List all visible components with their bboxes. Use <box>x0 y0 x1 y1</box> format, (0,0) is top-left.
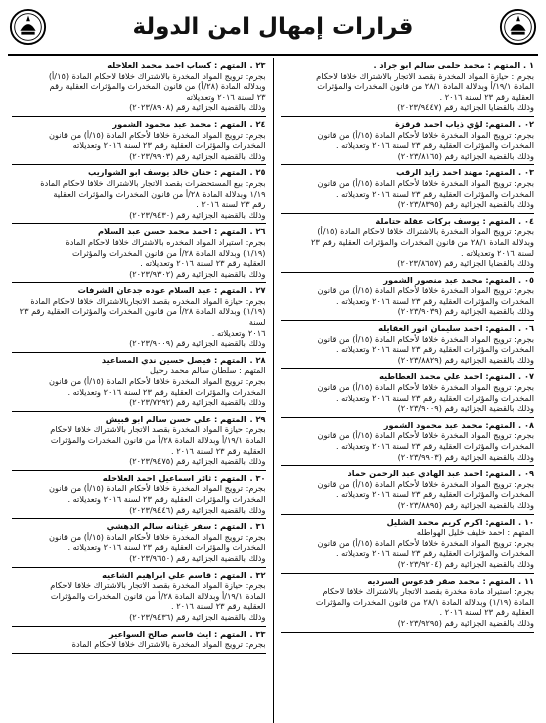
entry-heading: ٠٩ . المتهم: احمد عبد الهادي عبد الرحمن حماد <box>347 468 534 479</box>
decision-entry <box>281 58 535 117</box>
entry-line: وذلك بالقضية الجزائية رقم (٢٠٢٣/٩٤٣٦) <box>129 611 266 622</box>
entry-line: المخدرات والمؤثرات العقلية رقم ٢٣ لسنة ٢٠١٦ وتعديلاته . <box>67 542 266 553</box>
entry-line: بجرم: ترويج المواد المخدرة خلافا لأحكام المادة (١٥/أ) من قانون <box>48 376 266 387</box>
column-left <box>8 58 270 723</box>
entry-heading: ٢٣ . المتهم : كساب احمد محمد العلاحله <box>107 60 266 70</box>
entry-heading: ٢٨ . المتهم : فيصل حسين ندي المساعيد <box>101 354 266 365</box>
entry-heading: ٢٥ . المتهم : حنان خالد يوسف ابو الشواريب <box>88 167 266 178</box>
page-title: قرارات إمهال امن الدولة <box>132 14 414 40</box>
entry-line: وبدلاله المادة (٢٨/أ) من قانون المخدرات والمؤثرات العقلية رقم <box>49 81 266 92</box>
entry-line: بجرم: ترويج المواد المخدرة خلافا لأحكام المادة (١٥/أ) من قانون <box>317 430 534 441</box>
entry-line: بجرم: ترويج المواد المخدرة خلافا لأحكام المادة (١٥/أ) من قانون <box>48 531 266 542</box>
entry-line: المخدرات والمؤثرات العقلية رقم ٢٣ لسنة ٢٠١٦ وتعديلاته . <box>335 441 534 451</box>
decision-entry <box>12 117 266 165</box>
entry-line: وذلك بالقضية الجزائية رقم (٢٠٢٣/٩٤٤٦) <box>129 504 266 515</box>
decision-entry <box>12 519 266 567</box>
decision-entry <box>281 515 535 574</box>
decision-entry <box>281 574 535 633</box>
entry-line: وذلك بالقضية الجزائية رقم (٢٠٢٣/٨٨٢٩) <box>397 354 534 365</box>
entry-heading: ٣٣ . المتهم : ايث قاسم صالح السواعير <box>109 628 266 639</box>
entry-line: المخدرات والمؤثرات العقلية رقم ٢٣ لسنة ٢٠١٦ وتعديلاته . <box>335 140 534 151</box>
entry-line: المادة ١٩/١/أ وبدلالة المادة ٢٨/١ من قانون المخدرات والمؤثرات <box>317 81 534 92</box>
entry-line: بجرم: استيراد مادة مخدرة بقصد الاتجار بالاشتراك خلافا لاحكام <box>322 586 534 597</box>
column-right <box>277 58 539 723</box>
entry-line: وذلك بالقضية الجزائية رقم (٢٠٢٣/٩٤٣٠) <box>129 209 266 220</box>
entry-heading: ٠٢ . المتهم: لؤي ذياب احمد قرقزة <box>395 118 534 129</box>
kuwait-emblem-icon <box>498 7 538 47</box>
decision-entry <box>281 117 535 165</box>
entry-line: بجرم: ترويج المواد المخدرة بالاشتراك خلافا لاحكام المادة (١٥/أ) <box>48 70 266 81</box>
entry-line: العقلية رقم ٢٣ لسنة ٢٠١٦ . <box>171 445 266 456</box>
entry-line: وذلك بالقضية الجزائية رقم (٢٠٢٣/٩٢٩٥) <box>397 617 534 628</box>
entry-line: بجرم: حيازة المواد المخدرة بقصد الاتجار بالاشتراك خلافا لاحكام <box>50 580 266 591</box>
entry-line: ٢٠١٦ وتعديلاته . <box>211 327 266 338</box>
entry-line: المتهم : احمد خليف خليل الهواطله <box>416 527 534 538</box>
decision-entry <box>12 627 266 654</box>
entry-line: بجرم: حيازة المواد المخدره بقصد الاتجاربالاشتراك خلافا لاحكام المادة <box>30 295 266 306</box>
entry-heading: ٠٨ . المتهم: محمد عبد محمود الشمور <box>383 419 534 430</box>
decision-entry <box>281 369 535 417</box>
decision-entry <box>281 214 535 273</box>
entry-line: المخدرات والمؤثرات العقلية رقم ٢٣ لسنة ٢٠١٦ وتعديلاته . <box>335 392 534 403</box>
entry-line: وذلك بالقضية الجزائية رقم (٢٠٢٣/٩٩٠٣) <box>129 150 266 161</box>
entry-heading: ٣١ . المتهم : سفر غيثانه سالم الدهشي <box>106 521 266 532</box>
entry-line: وذلك بالقضايا الجزائية رقم (٢٠٢٣/٨٦٥٧) <box>397 258 534 269</box>
columns <box>8 58 538 723</box>
entry-line: المادة ١٩/١/أ وبدلالة المادة ٢٨/أ من قانون المخدرات والمؤثرات <box>50 590 266 601</box>
entry-heading: ٠٧ . المتهم: احمد علي محمد العطاطيه <box>379 371 534 382</box>
entry-line: العقلية رقم ٢٣ لسنة ٢٠١٦ . <box>439 91 534 102</box>
entry-line: بجرم: ترويج المواد المخدرة خلافا لأحكام المادة (١٥/أ) من قانون <box>317 478 534 489</box>
entry-line: وبدلالة المادة ٢٨/١ من قانون المخدرات والمؤثرات العقلية رقم ٢٣ <box>311 236 534 247</box>
entry-line: وذلك بالقضية الجزائية رقم (٢٠٢٣/٨١٦٥) <box>397 150 534 161</box>
entry-line: المادة (١/١٩) وبدلالة المادة ٢٨/١ من قانون المخدرات والمؤثرات <box>315 596 534 607</box>
column-divider <box>273 58 274 723</box>
decision-entry <box>12 353 266 412</box>
entry-line: بجرم: ترويج المواد المخدرة خلافا لأحكام المادة (١٥/أ) من قانون <box>317 382 534 393</box>
entry-heading: ٢٧ . المتهم : عبد السلام عوده جدعان الشرفات <box>77 285 266 296</box>
entry-line: لسنة ٢٠١٦ وتعديلاته . <box>461 247 534 258</box>
entry-heading: ٢٦ . المتهم : احمد محمد حسن عبد السلام <box>97 226 266 237</box>
entry-heading: ٠٦ . المتهم: احمد سليمان انور العقايله <box>378 323 534 334</box>
entry-line: وذلك بالقضية الجزائية رقم (٢٠٢٣/٩٩٠٣) <box>397 451 534 462</box>
entry-line: وذلك بالقضية الجزائية رقم (٢٠٢٣/٩٤٧٥) <box>129 456 266 467</box>
entry-line: العقلية رقم ٢٣ لسنة ٢٠١٦ . <box>439 607 534 618</box>
decision-entry <box>281 466 535 514</box>
entry-heading: ٠٤ . المتهم : يوسف بركات عقلة حتاملة <box>375 215 534 226</box>
entry-line: وذلك بالقضية الجزائية رقم (٢٠٢٣/٨٨٩٥) <box>397 499 534 510</box>
entry-line: المخدرات والمؤثرات العقلية رقم ٢٣ لسنة ٢٠١٦ وتعديلاته <box>72 140 266 151</box>
decision-entry <box>12 412 266 471</box>
entry-line: وذلك بالقضية الجزائية رقم (٢٠٢٣/٩٠٠٩) <box>397 403 534 414</box>
entry-line: المخدرات والمؤثرات العقلية رقم ٢٣ لسنة ٢٠١٦ وتعديلاته . <box>67 386 266 397</box>
entry-heading: ٣٠ . المتهم : ثائر اسماعيل احمد العلاحله <box>102 472 266 483</box>
entry-line: بجرم: حيازة المواد المخدرة بقصد الاتجار بالاشتراك خلافا لاحكام <box>50 424 266 435</box>
entry-line: المخدرات والمؤثرات العقلية رقم ٢٣ لسنة ٢٠١٦ وتعديلاته . <box>335 489 534 500</box>
decision-entry <box>281 321 535 369</box>
entry-line: وذلك بالقضية الجزائية رقم (٢٠٢٣/٧٢٩٢) <box>129 397 266 408</box>
entry-line: رقم ٢٣ لسنة ٢٠١٦ . <box>196 199 266 210</box>
entry-heading: ٢٩ . المتهم : علي حسن سالم ابو قبيش <box>105 413 266 424</box>
entry-line: ١/١٩ وبدلالة المادة ٢٨/أ من قانون المخدرات والمؤثرات العقلية <box>53 188 266 199</box>
decision-entry <box>12 58 266 117</box>
decision-entry <box>12 471 266 519</box>
entry-heading: ١ . المتهم : محمد حلمى سالم ابو جراد . <box>373 60 534 70</box>
entry-heading: ١١ . المتهم : محمد صقر قدعوس السرديه <box>367 575 534 586</box>
entry-line: العقلية رقم ٢٣ لسنة ٢٠١٦ وتعديلاته . <box>140 258 266 269</box>
entry-heading: ٠٣ . المتهم: مهند احمد زايد الرقب <box>396 167 534 178</box>
entry-line: وذلك بالقضية الجزائية رقم (٢٠٢٣/٨٣٩٥) <box>397 199 534 210</box>
entry-line: بجرم: ترويج المواد المخدرة خلافا لأحكام المادة (١٥/أ) من قانون <box>48 483 266 494</box>
kuwait-emblem-icon <box>8 7 48 47</box>
entry-line: بجرم: ترويج المواد المخدرة خلافا لأحكام المادة (١٥/أ) من قانون <box>317 177 534 188</box>
entry-line: بجرم : حيازة المواد المخدرة بقصد الاتجار بالاشتراك خلافا لاحكام <box>316 70 534 81</box>
entry-line: المادة ١٩/١/أ وبدلالة المادة ٢٨/أ من قانون المخدرات والمؤثرات <box>50 435 266 445</box>
entry-line: المخدرات والمؤثرات العقلية رقم ٢٣ لسنة ٢٠١٦ وتعديلاته . <box>335 548 534 559</box>
decision-entry <box>12 165 266 224</box>
entry-line: وذلك بالقضية الجزائية رقم (٢٠٢٣/٩٦٥٠) <box>129 552 266 563</box>
entry-line: وذلك بالقضية الجزائية رقم (٢٠٢٣/٩٣٠٢) <box>129 268 266 279</box>
decision-entry <box>12 224 266 283</box>
entry-line: بجرم: استيراد المواد المخدره بالاشتراك خلافا لاحكام المادة <box>65 236 266 247</box>
entry-line: المتهم : سلطان سالم محمد رحيل <box>150 365 266 376</box>
decision-entry <box>12 568 266 627</box>
entry-line: العقلية رقم ٢٣ لسنة ٢٠١٦ . <box>171 601 266 612</box>
entry-line: المخدرات والمؤثرات العقلية رقم ٢٣ لسنة ٢٠١٦ وتعديلاته . <box>335 188 534 199</box>
entry-line: بجرم: ترويج المواد المخدرة خلافا لأحكام المادة (١٥/أ) من قانون <box>317 537 534 548</box>
entry-heading: ٢٤ . المتهم : محمد عبد محمود الشمور <box>112 118 266 129</box>
entry-line: المخدرات والمؤثرات العقلية رقم ٢٣ لسنة ٢٠١٦ وتعديلاته . <box>335 344 534 355</box>
decision-entry <box>12 283 266 353</box>
entry-line: بجرم: ترويج المواد المخدرة خلافا لأحكام المادة (١٥/أ) من قانون <box>317 129 534 140</box>
decision-entry <box>281 418 535 466</box>
entry-line: بجرم: ترويج المواد المخدرة بالاشتراك خلافا لاحكام المادة <box>71 639 266 650</box>
entry-line: وذلك بالقضية الجزائية رقم (٢٠٢٣/٨٩٠٨) <box>129 102 266 113</box>
entry-line: بجرم: ترويج المواد المخدرة خلافا لأحكام المادة (١٥/أ) من قانون <box>48 129 266 140</box>
entry-line: بجرم: ترويج المواد المخدرة بالاشتراك خلافا لاحكام المادة (١٥/أ) <box>317 226 534 237</box>
entry-line: بجرم: بيع المستحضرات بقصد الاتجار بالاشتراك خلافا لاحكام المادة <box>40 177 266 188</box>
entry-line: وذلك بالقضية الجزائية رقم (٢٠٢٣/٩٠٠٩) <box>129 338 266 349</box>
entry-line: (١/١٩) وبدلالة المادة ٢٨/أ من قانون المخدرات والمؤثرات <box>72 247 266 258</box>
entry-heading: ٠٥ . المتهم: محمد عبد منصور الشمور <box>383 274 534 285</box>
entry-line: بجرم: ترويج المواد المخدرة خلافا لأحكام المادة (١٥/أ) من قانون <box>317 333 534 344</box>
entry-line: وذلك بالقضية الجزائية رقم (٢٠٢٣/٩٠٣٩) <box>397 306 534 317</box>
entry-line: بجرم: ترويج المواد المخدرة خلافا لأحكام المادة (١٥/أ) من قانون <box>317 285 534 296</box>
entry-line: المخدرات والمؤثرات العقلية رقم ٢٣ لسنة ٢٠١٦ وتعديلاته . <box>335 295 534 306</box>
header <box>8 0 538 56</box>
entry-line: ٢٣ لسنة ٢٠١٦ وتعديلاته <box>186 91 266 102</box>
entry-line: وذلك بالقضايا الجزائية رقم (٢٠٢٣/٩٤٤٧) <box>397 102 534 113</box>
entry-heading: ١٠ . المتهم: اكرم كريم محمد الشليل <box>386 516 534 527</box>
entry-heading: ٣٢ . المتهم : قاسم علي ابراهيم الشاعيه <box>102 569 266 580</box>
decision-entry <box>281 165 535 213</box>
entry-line: (١/١٩) وبدلالة المادة ٢٨/أ من قانون المخدرات والمؤثرات العقلية رقم ٢٣ لسنة <box>19 306 266 328</box>
decision-entry <box>281 273 535 321</box>
entry-line: المخدرات والمؤثرات العقلية رقم ٢٣ لسنة ٢٠١٦ وتعديلاته . <box>67 493 266 504</box>
entry-line: وذلك بالقضية الجزائية رقم (٢٠٢٣/٩٢٠٤) <box>397 558 534 569</box>
